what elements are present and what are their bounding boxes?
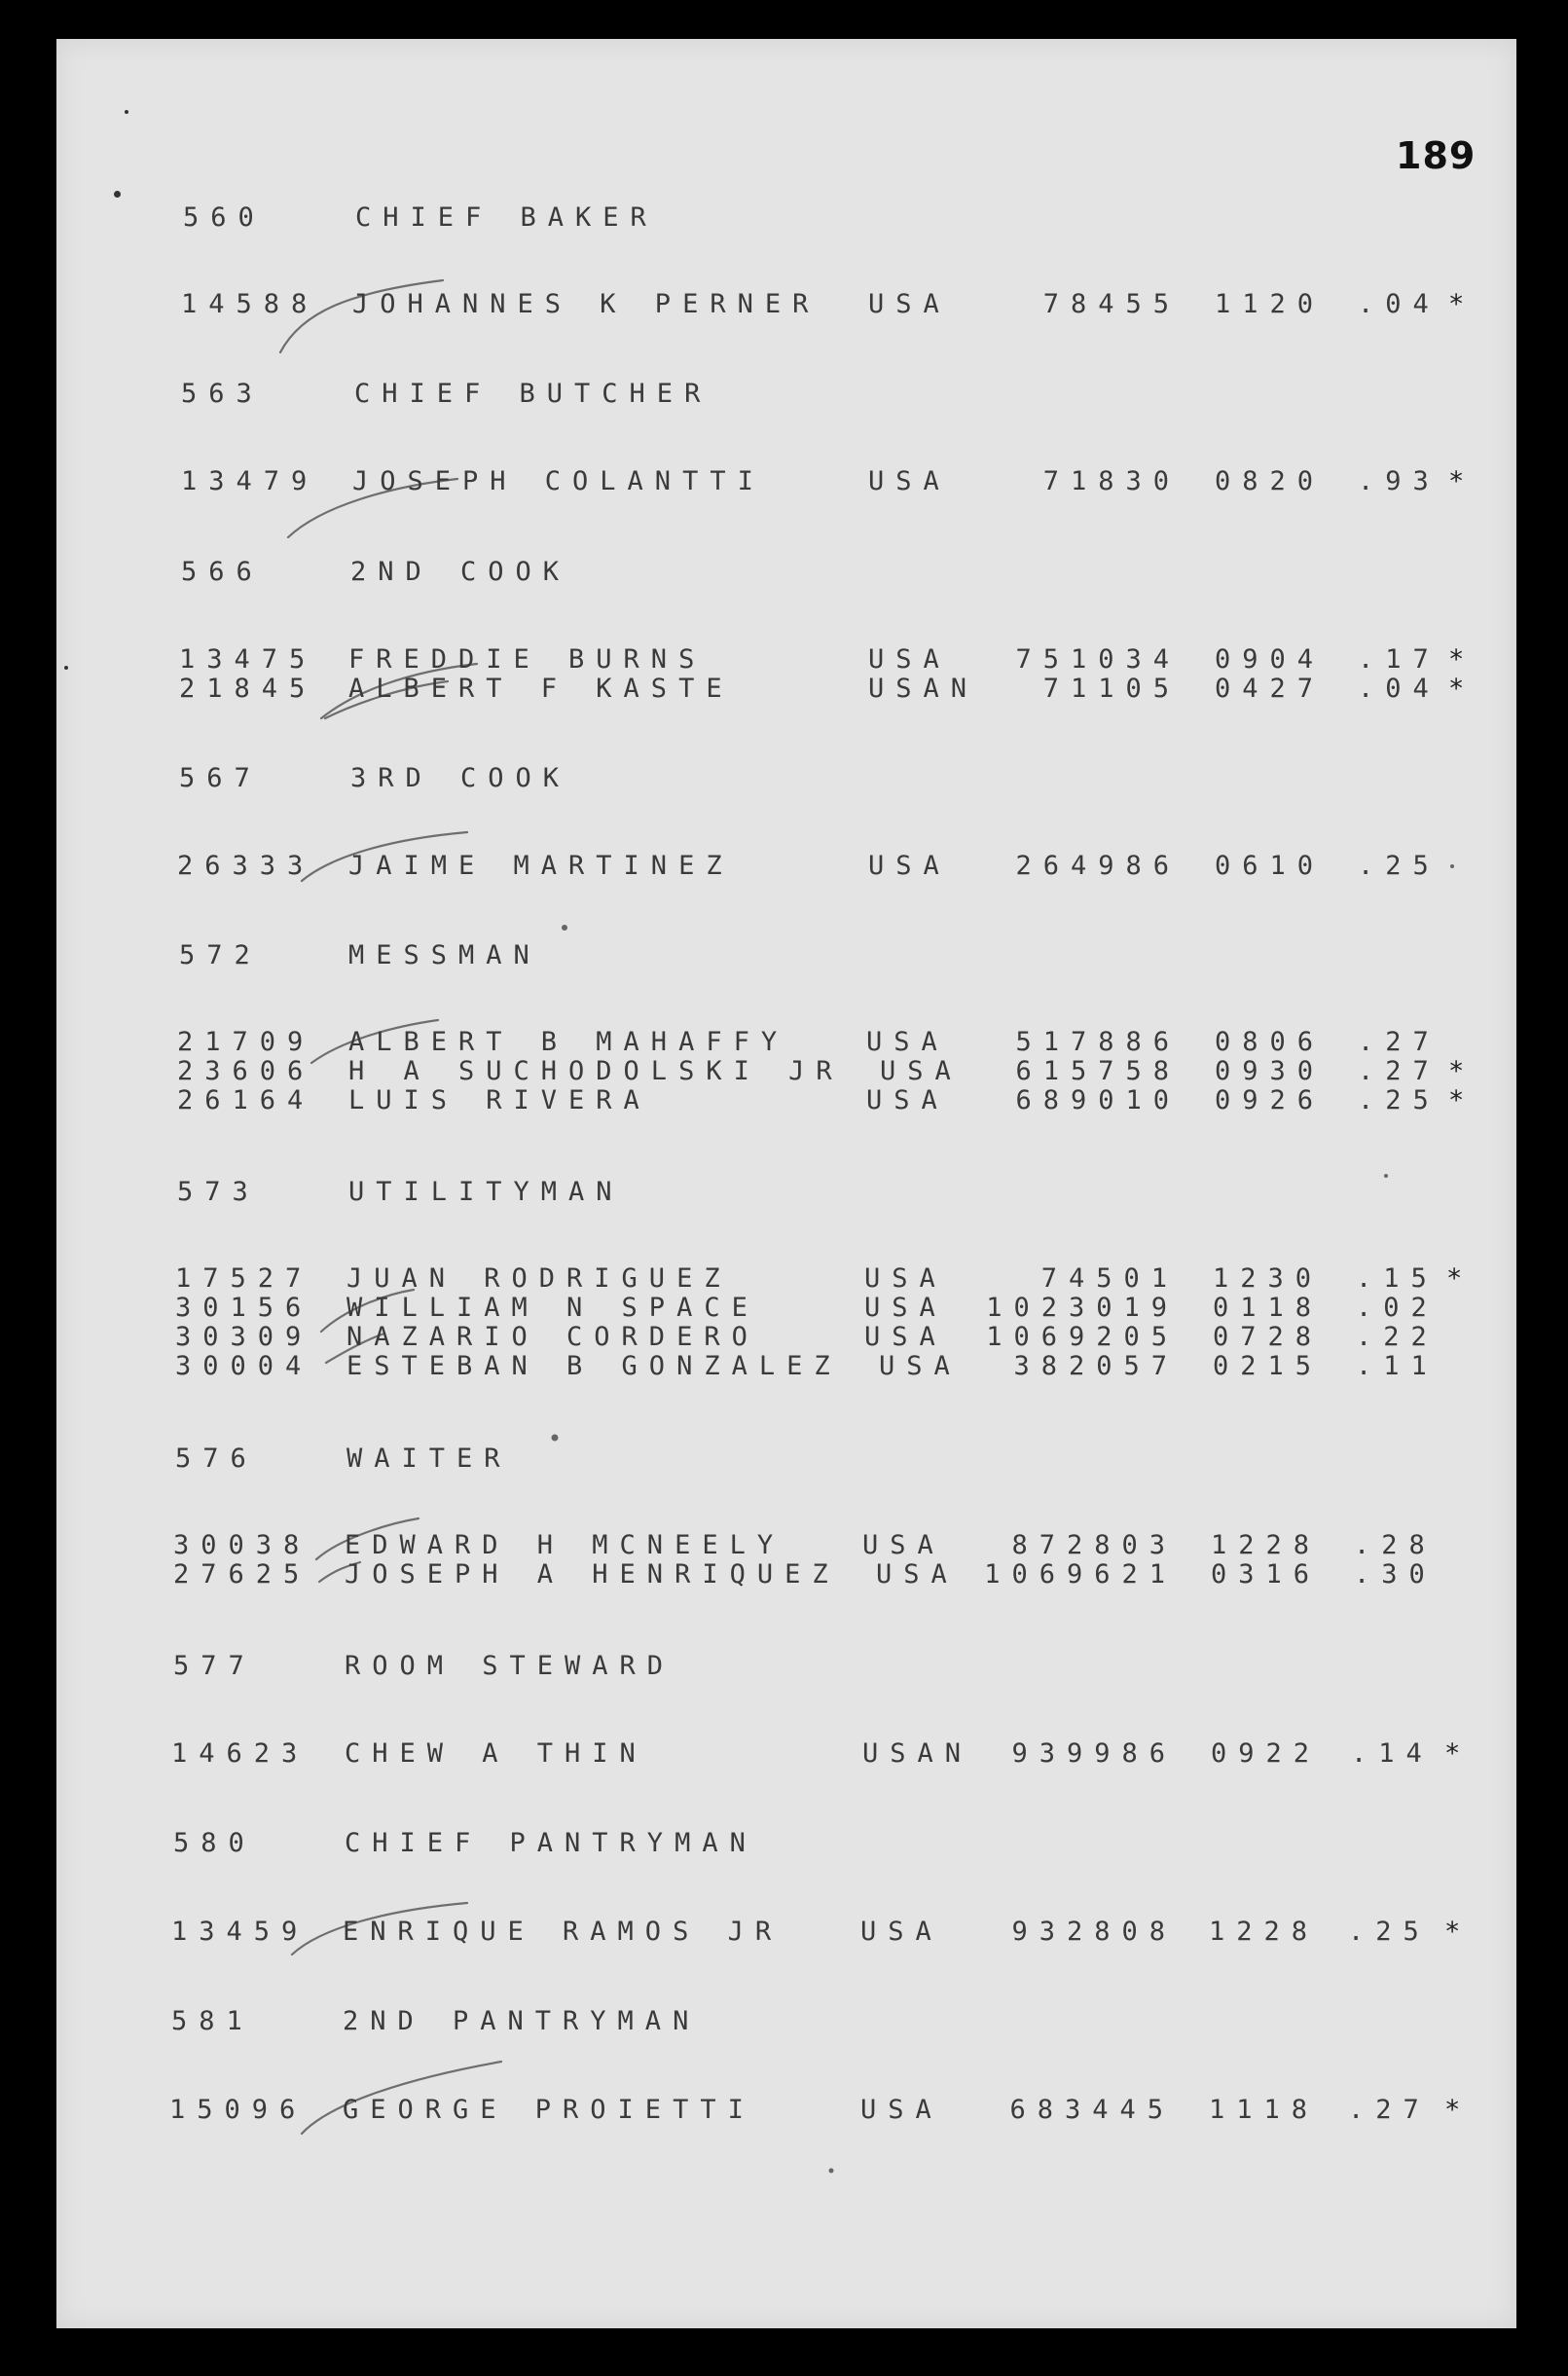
entry-mark: * bbox=[1444, 1917, 1473, 1947]
entry-name: LUIS RIVERA bbox=[348, 1085, 651, 1115]
entry-time: 0930 bbox=[1215, 1056, 1326, 1086]
section-code: 560 bbox=[183, 202, 266, 233]
entry-number: 26333 bbox=[177, 851, 315, 881]
entry-time: 1228 bbox=[1211, 1530, 1322, 1560]
entry-name: WILLIAM N SPACE bbox=[346, 1293, 759, 1323]
entry-citizenship: USA bbox=[868, 289, 951, 319]
entry-mark: * bbox=[1448, 674, 1477, 704]
entry-time: 1230 bbox=[1213, 1263, 1324, 1294]
margin-dot bbox=[64, 666, 68, 670]
entry-citizenship: USA bbox=[860, 2095, 943, 2125]
entry-number: 30156 bbox=[175, 1293, 313, 1323]
section-title: 2ND COOK bbox=[350, 557, 571, 587]
entry-citizenship: USA bbox=[864, 1263, 947, 1294]
entry-mark: * bbox=[1448, 289, 1477, 319]
entry-number: 13475 bbox=[179, 644, 317, 675]
entry-time: 0922 bbox=[1211, 1738, 1322, 1769]
entry-number: 27625 bbox=[173, 1559, 311, 1590]
entry-number: 17527 bbox=[175, 1263, 313, 1294]
entry-certificate: 683445 bbox=[1009, 2095, 1175, 2125]
page-number: 189 bbox=[1396, 134, 1477, 177]
entry-mark: * bbox=[1444, 1738, 1473, 1769]
entry-fraction: .93 bbox=[1358, 466, 1440, 496]
entry-fraction: .30 bbox=[1354, 1559, 1437, 1590]
entry-name: ESTEBAN B GONZALEZ bbox=[346, 1351, 842, 1381]
entry-time: 0118 bbox=[1213, 1293, 1324, 1323]
entry-name: JUAN RODRIGUEZ bbox=[346, 1263, 732, 1294]
entry-number: 15096 bbox=[169, 2095, 308, 2125]
entry-number: 23606 bbox=[177, 1056, 315, 1086]
entry-fraction: .27 bbox=[1358, 1027, 1440, 1057]
section-code: 567 bbox=[179, 763, 262, 793]
entry-fraction: .25 bbox=[1348, 1917, 1431, 1947]
entry-number: 30038 bbox=[173, 1530, 311, 1560]
entry-certificate: 382057 bbox=[1013, 1351, 1179, 1381]
entry-citizenship: USA bbox=[866, 1085, 949, 1115]
entry-certificate: 78455 bbox=[1042, 289, 1181, 319]
section-title: CHIEF BAKER bbox=[355, 202, 658, 233]
section-title: MESSMAN bbox=[348, 940, 541, 970]
entry-number: 14588 bbox=[181, 289, 319, 319]
entry-citizenship: USA bbox=[868, 851, 951, 881]
entry-fraction: .15 bbox=[1356, 1263, 1439, 1294]
entry-name: FREDDIE BURNS bbox=[348, 644, 707, 675]
entry-fraction: .27 bbox=[1358, 1056, 1440, 1086]
entry-mark: * bbox=[1446, 1263, 1475, 1294]
entry-time: 1120 bbox=[1215, 289, 1326, 319]
document-sheet bbox=[56, 39, 1516, 2328]
entry-fraction: .25 bbox=[1358, 1085, 1440, 1115]
section-title: 3RD COOK bbox=[350, 763, 571, 793]
entry-name: EDWARD H MCNEELY bbox=[345, 1530, 785, 1560]
entry-mark: * bbox=[1448, 644, 1477, 675]
entry-fraction: .25 bbox=[1358, 851, 1440, 881]
section-code: 573 bbox=[177, 1177, 260, 1207]
entry-fraction: .04 bbox=[1358, 289, 1440, 319]
entry-name: JOHANNES K PERNER bbox=[352, 289, 820, 319]
entry-citizenship: USA bbox=[864, 1293, 947, 1323]
section-code: 576 bbox=[175, 1444, 258, 1474]
entry-name: ALBERT F KASTE bbox=[348, 674, 734, 704]
section-title: ROOM STEWARD bbox=[345, 1651, 675, 1681]
section-code: 577 bbox=[173, 1651, 256, 1681]
entry-time: 1228 bbox=[1209, 1917, 1320, 1947]
entry-name: NAZARIO CORDERO bbox=[346, 1322, 759, 1352]
entry-fraction: .28 bbox=[1354, 1530, 1437, 1560]
entry-number: 21709 bbox=[177, 1027, 315, 1057]
entry-fraction: .17 bbox=[1358, 644, 1440, 675]
entry-certificate: 751034 bbox=[1015, 644, 1181, 675]
entry-certificate: 939986 bbox=[1011, 1738, 1177, 1769]
entry-time: 0728 bbox=[1213, 1322, 1324, 1352]
entry-name: ALBERT B MAHAFFY bbox=[348, 1027, 789, 1057]
entry-name: CHEW A THIN bbox=[345, 1738, 647, 1769]
entry-citizenship: USA bbox=[864, 1322, 947, 1352]
entry-time: 0820 bbox=[1215, 466, 1326, 496]
section-code: 581 bbox=[171, 2006, 254, 2036]
margin-dot bbox=[114, 191, 121, 198]
entry-fraction: .27 bbox=[1348, 2095, 1431, 2125]
entry-number: 21845 bbox=[179, 674, 317, 704]
entry-fraction: .22 bbox=[1356, 1322, 1439, 1352]
entry-certificate: 872803 bbox=[1011, 1530, 1177, 1560]
entry-name: JAIME MARTINEZ bbox=[348, 851, 734, 881]
section-code: 580 bbox=[173, 1828, 256, 1858]
margin-dot bbox=[125, 110, 128, 114]
entry-fraction: .11 bbox=[1356, 1351, 1439, 1381]
entry-fraction: .02 bbox=[1356, 1293, 1439, 1323]
section-code: 563 bbox=[181, 379, 264, 409]
entry-certificate: 689010 bbox=[1015, 1085, 1181, 1115]
entry-citizenship: USA bbox=[868, 644, 951, 675]
entry-number: 14623 bbox=[171, 1738, 310, 1769]
entry-fraction: .04 bbox=[1358, 674, 1440, 704]
entry-certificate: 1023019 bbox=[986, 1293, 1179, 1323]
entry-certificate: 932808 bbox=[1011, 1917, 1177, 1947]
entry-time: 0427 bbox=[1215, 674, 1326, 704]
entry-certificate: 615758 bbox=[1015, 1056, 1181, 1086]
entry-citizenship: USAN bbox=[868, 674, 979, 704]
entry-mark: * bbox=[1448, 1085, 1477, 1115]
entry-time: 0316 bbox=[1211, 1559, 1322, 1590]
entry-name: ENRIQUE RAMOS JR bbox=[343, 1917, 784, 1947]
entry-citizenship: USA bbox=[860, 1917, 943, 1947]
entry-mark: * bbox=[1448, 466, 1477, 496]
section-code: 572 bbox=[179, 940, 262, 970]
entry-name: H A SUCHODOLSKI JR bbox=[348, 1056, 844, 1086]
entry-citizenship: USA bbox=[862, 1530, 945, 1560]
section-title: CHIEF PANTRYMAN bbox=[345, 1828, 757, 1858]
entry-number: 13459 bbox=[171, 1917, 310, 1947]
section-title: WAITER bbox=[346, 1444, 512, 1474]
entry-certificate: 71830 bbox=[1042, 466, 1181, 496]
entry-mark: * bbox=[1444, 2095, 1473, 2125]
entry-citizenship: USA bbox=[876, 1559, 959, 1590]
section-title: 2ND PANTRYMAN bbox=[343, 2006, 701, 2036]
entry-mark: * bbox=[1448, 1056, 1477, 1086]
entry-fraction: .14 bbox=[1351, 1738, 1434, 1769]
entry-time: 0926 bbox=[1215, 1085, 1326, 1115]
entry-time: 0215 bbox=[1213, 1351, 1324, 1381]
entry-time: 1118 bbox=[1209, 2095, 1320, 2125]
entry-number: 30309 bbox=[175, 1322, 313, 1352]
entry-certificate: 1069621 bbox=[984, 1559, 1177, 1590]
entry-name: JOSEPH COLANTTI bbox=[352, 466, 765, 496]
entry-certificate: 74501 bbox=[1040, 1263, 1179, 1294]
entry-certificate: 71105 bbox=[1042, 674, 1181, 704]
entry-citizenship: USA bbox=[879, 1351, 962, 1381]
entry-citizenship: USAN bbox=[862, 1738, 973, 1769]
entry-name: JOSEPH A HENRIQUEZ bbox=[345, 1559, 840, 1590]
entry-number: 26164 bbox=[177, 1085, 315, 1115]
section-title: CHIEF BUTCHER bbox=[354, 379, 712, 409]
entry-time: 0610 bbox=[1215, 851, 1326, 881]
entry-name: GEORGE PROIETTI bbox=[343, 2095, 755, 2125]
entry-number: 13479 bbox=[181, 466, 319, 496]
section-code: 566 bbox=[181, 557, 264, 587]
entry-certificate: 517886 bbox=[1015, 1027, 1181, 1057]
entry-citizenship: USA bbox=[880, 1056, 963, 1086]
entry-citizenship: USA bbox=[868, 466, 951, 496]
entry-certificate: 264986 bbox=[1015, 851, 1181, 881]
entry-certificate: 1069205 bbox=[986, 1322, 1179, 1352]
entry-number: 30004 bbox=[175, 1351, 313, 1381]
entry-time: 0806 bbox=[1215, 1027, 1326, 1057]
entry-citizenship: USA bbox=[866, 1027, 949, 1057]
entry-time: 0904 bbox=[1215, 644, 1326, 675]
section-title: UTILITYMAN bbox=[348, 1177, 624, 1207]
